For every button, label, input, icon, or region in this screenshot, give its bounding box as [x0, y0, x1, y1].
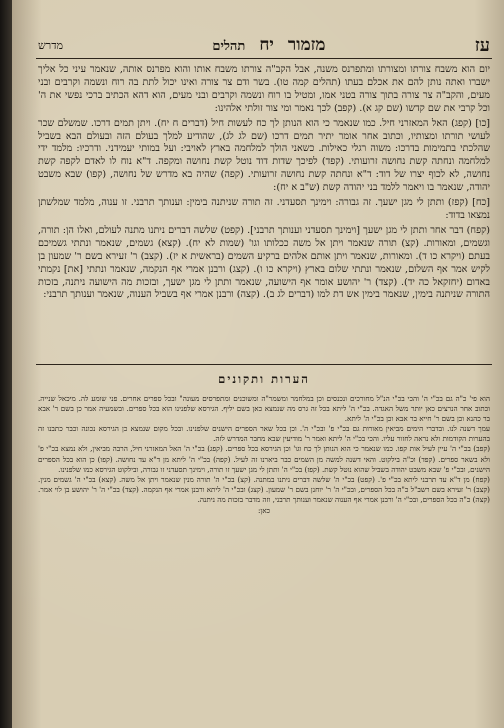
- header-rule: [36, 58, 492, 59]
- book-page: [12, 0, 504, 728]
- notes-end: כאן:: [257, 506, 271, 516]
- note-paragraph: (קפח) מן ד"א עד תרבני ליתא בכ"י פ'. (קפט) בכ"י ה' שלשה דברים ניתנו במתנה. (קצ) בכ"י ה' תורה מנין שנאמר ויתן אל משה. (קצא) בכ"י ה' גשמים מנין. (קצב) ר' זעירא בשם רשב"ל כ"ה בכל הספרים, ובכ"י ה' ר' יוחנן בשם ר' שמעון. (קצג) ובכ"י ה' ליתא ורבנן אמרי אף הנקמה. (קצד) בכ"י ה' ר' יהושע בן לוי אמר. (קצה) כ"ה בכל הספרים, ובכ"י ה' ורבנן אמרי אף הענוה שנאמר וענותך תרבני, וזה מדבר בזכות מה ניתנה.: [38, 474, 490, 504]
- note-paragraph: (קפב) בכ"י ה' עיין לעיל אות קפו. כמו שנאמר כי הוא הנותן לך כח וגו' וכן הגירסא בכל ספרים. (קפג) בכ"י ה' האל המאזרני חיל, הרבה מביאין, ולא נמצא בכ"י פ' ולא בשאר ספרים. (קפד) וכ"ה בילקוט. והאי דשנה למשה מן השמים כבר ביארנו זה לעיל. (קפה) בכ"י ה' ליתא מן ד"א עד נחושה. (קפו) כן הוא בכל הספרים הישנים, ובכ"י פ' שבא משבט יהודה בשביל שהוא נוטל קשת. (קפז) בכ"י ה' ותתן לי מגן ישעך זו תורה, וימינך תסעדני זו גבורה, ובילקוט הגירסא כמו שלפנינו.: [38, 444, 490, 474]
- folio-number: עז: [474, 34, 490, 56]
- main-text: [38, 64, 490, 356]
- paragraph: [כו] (קפג) האל המאזרני חיל. כמו שנאמר כי הוא הנותן לך כח לעשות חיל (דברים ח יח). ויתן תמים דרכו. שמשלם שכר לעושי תורתו ומצותיו, וכתוב אחר אומר יתיר תמים דרכו (שם לג לג), שהודיע למלך בעולם הזה ובעולם הבא בשביל שהלכתי בתמימות בדרכו: משוה רגלי כאילות. כשאני הולך למלחמה בארץ לאויבי: ועל במותי יעמידני. ודרכיו: מלמד ידי למלחמה ונחתה קשת נחושה זרועותי. (קפד) לפיכך שדות דוד נוטל קשת נחושה ומקפה. ד"א נוח לו לאדם לקפה קשת נחושה, לא לכוף יצרו של דוד: ד"א ונחתה קשת נחושה זרועותי. (קפה) שהיה בא מדרש של נחושה, (קפו) שבא משבט יהודה, שנאמר בו ויאמר ללמד בני יהודה קשת (ש"ב א יח):: [38, 117, 490, 194]
- book-name: תהלים: [212, 39, 246, 54]
- section-rule: [36, 364, 492, 365]
- book-spine-shadow: [0, 0, 12, 728]
- page-header: [38, 34, 490, 56]
- notes-text: [38, 394, 490, 712]
- paragraph: [כח] (קפז) ותתן לי מגן ישעך. זה גבורה: וימינך תסעדני. זה תורה שניתנה בימין: וענותך תרבני. זו ענוה, מלמד שמלשתן נמצאו בדוד:: [38, 197, 490, 221]
- paragraph: יום הוא משבח צורתו ומצורתו ומתפרנס משנה, אבל הקב"ה צורתו משבח אותו והוא מפרנס אותה, שנאמר עיני כל אליך ישברו ואתה נותן להם את אכלם בעתו (תהלים קמה טו). בשר ודם צר צורה ואינו יכול לתת בה רוח ונשמה וקרבים ובני מעים, והקב"ה צר צורה בתוך צורה בטני אמו, ומטיל בו רוח ונשמה וקרבים ובני מעים, הוא דהא הכתיב ברכי נפשי את ה' וכל קרבי את שם קדשו (שם קג א). (קפב) לכך נאמר ומי צור זולתי אלהינו:: [38, 64, 490, 114]
- running-title: [212, 35, 325, 55]
- note-paragraph: עמך דשנה לנו. ובדברי הימים מביאין מאורות גם בכ"י פ' ובכ"י ה'. וכן בכל שאר הספרים הישנים שלפנינו. ובכל מקום שנמצא כן הגירסא נכונה וכבר כתבנו זה בהערות הקודמות ולא נראה לחזור עליו. והכי בכ"י ה' ליתא ואמר ר' מודיעין שבא מחבר המדרש לזה.: [38, 424, 490, 444]
- note-paragraph: הוא פי' כ"ה גם בכ"י ה' והכי בכ"י הנ"ל מחורכים ונכנסים וכן במלחמר ומשמר"ה ומשוכנים ומתפרסים מעונה" ובכל ספרים אחרים. פני שומע לה. מיכאל שנייה. וכתוב אחר הנרצים כאן יותר משל האגדה. בכ"י ה' ליתא בכל זה גרס מה שנמצא כאן בשם יליף. הגירסא שלפנינו הוא בכל ספרים. ובשמעיה אמר כן בשם ר' אבא בר כהנא וכן בשם ר' חייא בר אבא וכן בכ"י ה' ליתא.: [38, 394, 490, 424]
- notes-title: הערות ותקונים: [218, 372, 310, 386]
- section-name: מדרש: [38, 38, 64, 52]
- paragraph: (קפח) דבר אחר ותתן לי מגן ישעך [וימינך תסעדני וענותך תרבני]. (קפט) שלשה דברים ניתנו מתנה לעולם, ואלו הן: תורה, וגשמים, ומאורות. (קצ) תורה שנאמר ויתן אל משה ככלותו וגו' (שמות לא יח). (קצא) גשמים, שנאמר ונתתי גשמיכם בעתם (ויקרא כו ד). ומאורות, שנאמר ויתן אותם אלהים ברקיע השמים (בראשית א יז). (קצב) ר' זעירא בשם ר' שמעון בן לקיש אמר אף השלום, שנאמר ונתתי שלום בארץ (ויקרא כו ו). (קצג) ורבנן אמרי אף הנקמה, שנאמר ונתתי [את] נקמתי באדום (יחזקאל כה יד). (קצד) ר' יהושע אומר אף הישועה, שנאמר ותתן לי מגן ישעך, ובזכות מה הישועה ניתנה, בזכות התורה שניתנה בימין, שנאמר בימין אש דת למו (דברים לג ב). (קצה) ורבנן אמרי אף בשביל הענוה, שנאמר וענותך תרבני:: [38, 224, 490, 301]
- psalm-number: יח: [259, 35, 274, 55]
- title-word: מזמור: [287, 35, 326, 55]
